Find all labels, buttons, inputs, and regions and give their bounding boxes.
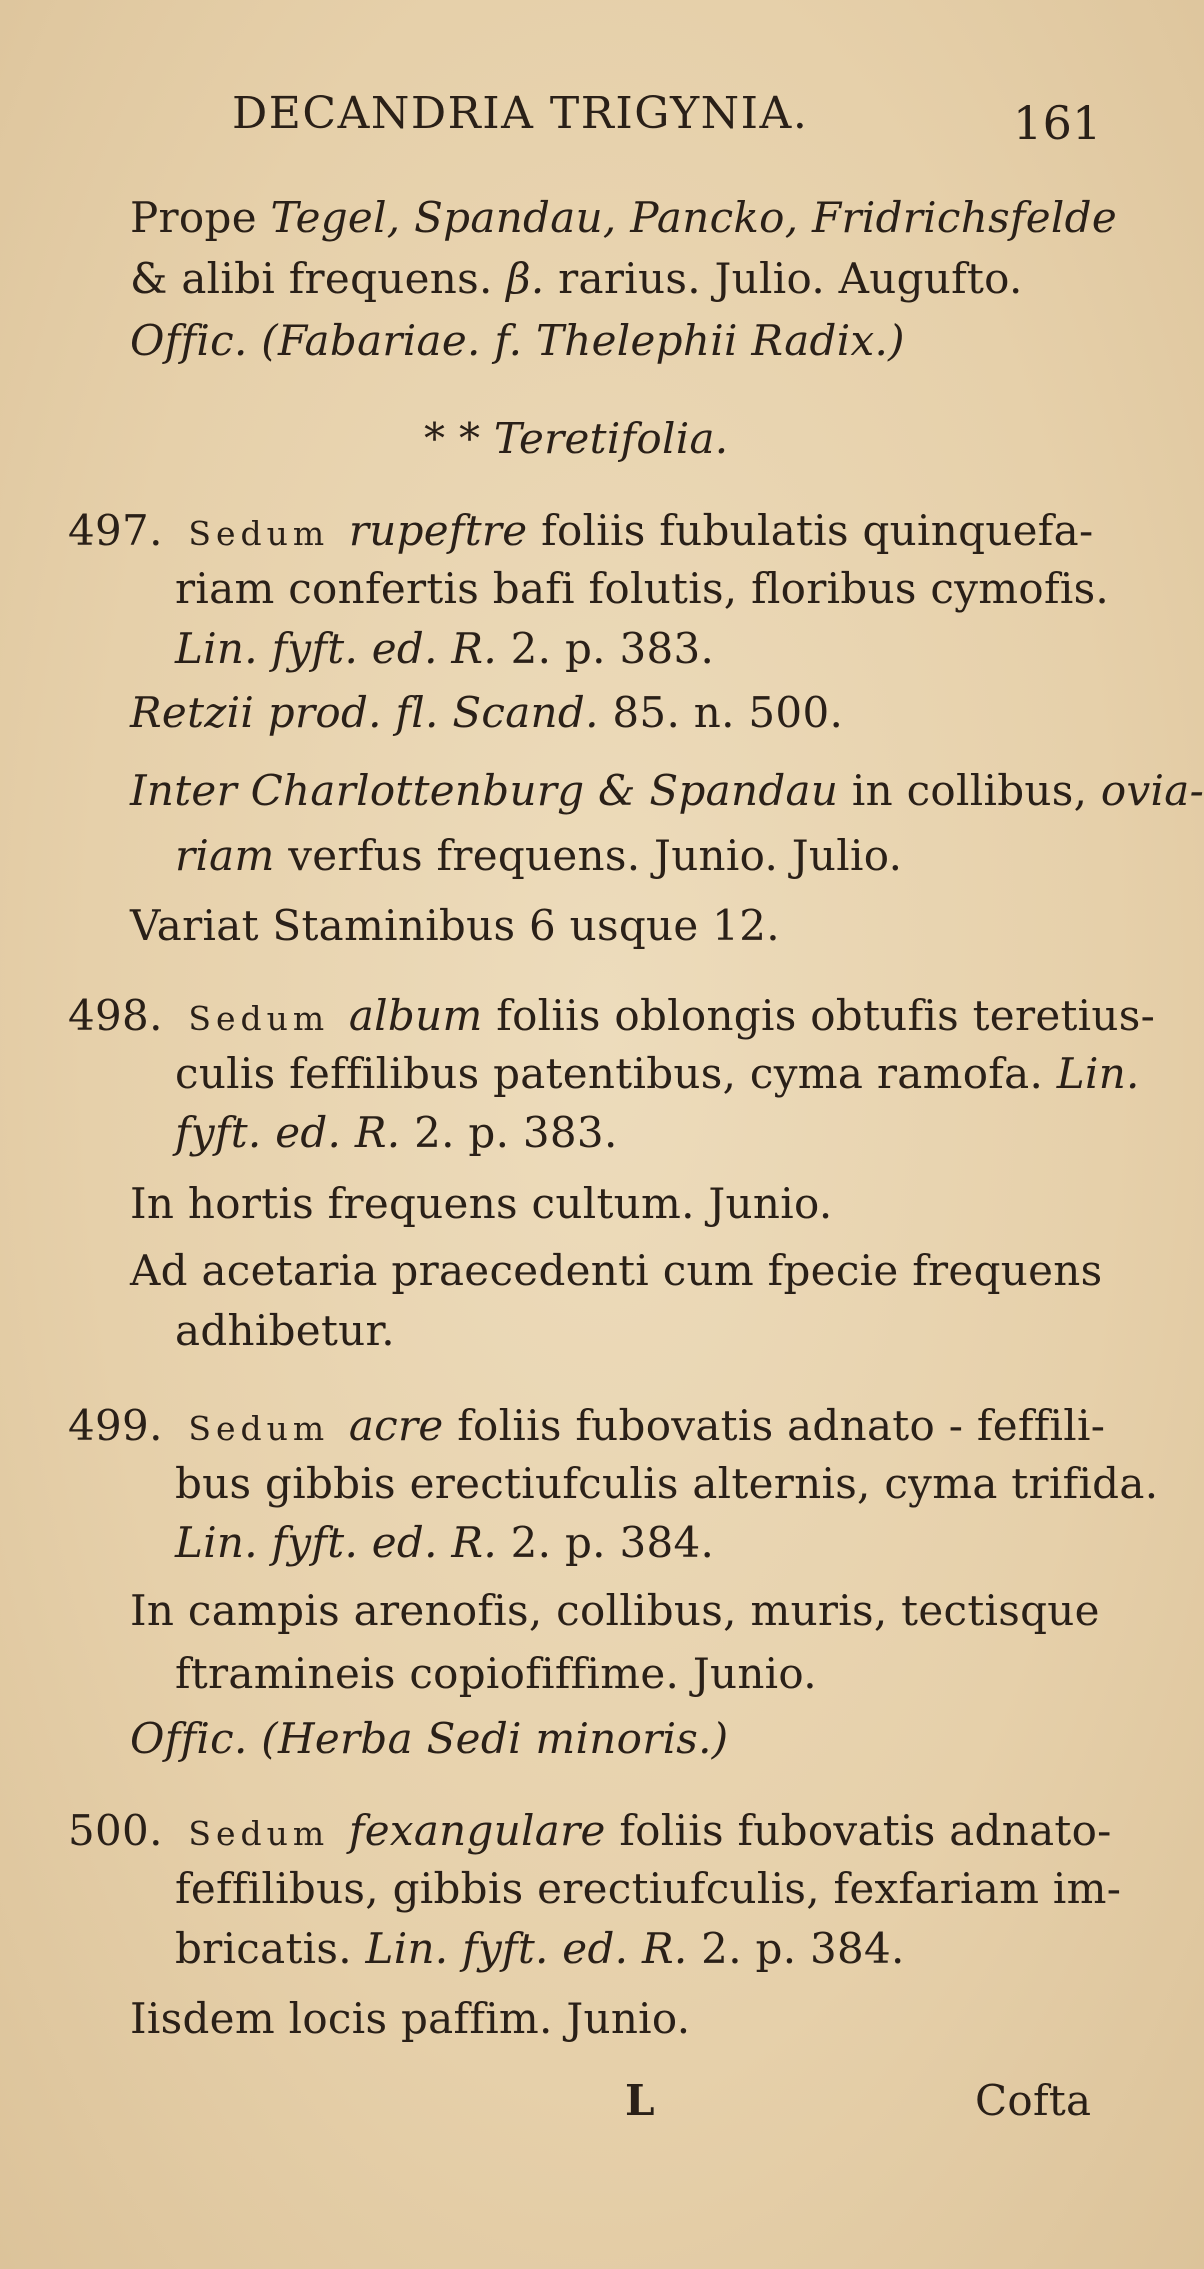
entry-498-heading: 498. Sedum album foliis oblongis obtufis teretius- bbox=[68, 991, 1156, 1040]
text-line: Iisdem locis paffim. Junio. bbox=[130, 1994, 691, 2043]
text-line: adhibetur. bbox=[175, 1306, 395, 1355]
text-line: fyft. ed. R. 2. p. 383. bbox=[175, 1108, 618, 1157]
text-line: Offic. (Herba Sedi minoris.) bbox=[130, 1714, 729, 1763]
text-line: Variat Staminibus 6 usque 12. bbox=[130, 901, 780, 950]
entry-497-heading: 497. Sedum rupeftre foliis fubulatis quinquefa- bbox=[68, 506, 1094, 555]
text-line: In hortis frequens cultum. Junio. bbox=[130, 1179, 833, 1228]
text-line: Ad acetaria praecedenti cum fpecie frequens bbox=[130, 1246, 1103, 1295]
entry-500-heading: 500. Sedum fexangulare foliis fubovatis adnato- bbox=[68, 1806, 1112, 1855]
text-line: Prope Tegel, Spandau, Pancko, Fridrichsfelde bbox=[130, 193, 1117, 242]
catchword: Cofta bbox=[975, 2076, 1092, 2125]
text-line: ftramineis copiofiffime. Junio. bbox=[175, 1649, 817, 1698]
text-line: bus gibbis erectiufculis alternis, cyma trifida. bbox=[175, 1459, 1159, 1508]
signature-mark: L bbox=[625, 2076, 655, 2125]
running-head-title: DECANDRIA TRIGYNIA. bbox=[232, 88, 809, 139]
text-line: culis feffilibus patentibus, cyma ramofa. Lin. bbox=[175, 1049, 1140, 1098]
text-line: riam verfus frequens. Junio. Julio. bbox=[175, 831, 903, 880]
text-line: Inter Charlottenburg & Spandau in collibus, ovia- bbox=[130, 766, 1204, 815]
text-line: In campis arenofis, collibus, muris, tectisque bbox=[130, 1586, 1100, 1635]
text-line: Lin. fyft. ed. R. 2. p. 383. bbox=[175, 624, 715, 673]
text-line: Offic. (Fabariae. f. Thelephii Radix.) bbox=[130, 316, 905, 365]
section-heading: * * Teretifolia. bbox=[424, 414, 729, 463]
text-line: & alibi frequens. β. rarius. Julio. Augufto. bbox=[130, 254, 1023, 303]
page-number: 161 bbox=[1013, 96, 1102, 150]
text-line: riam confertis bafi folutis, floribus cymofis. bbox=[175, 564, 1110, 613]
text-line: bricatis. Lin. fyft. ed. R. 2. p. 384. bbox=[175, 1924, 905, 1973]
text-line: Lin. fyft. ed. R. 2. p. 384. bbox=[175, 1518, 715, 1567]
entry-499-heading: 499. Sedum acre foliis fubovatis adnato - feffili- bbox=[68, 1401, 1106, 1450]
text-line: Retzii prod. fl. Scand. 85. n. 500. bbox=[130, 688, 844, 737]
text-line: feffilibus, gibbis erectiufculis, fexfariam im- bbox=[175, 1864, 1122, 1913]
